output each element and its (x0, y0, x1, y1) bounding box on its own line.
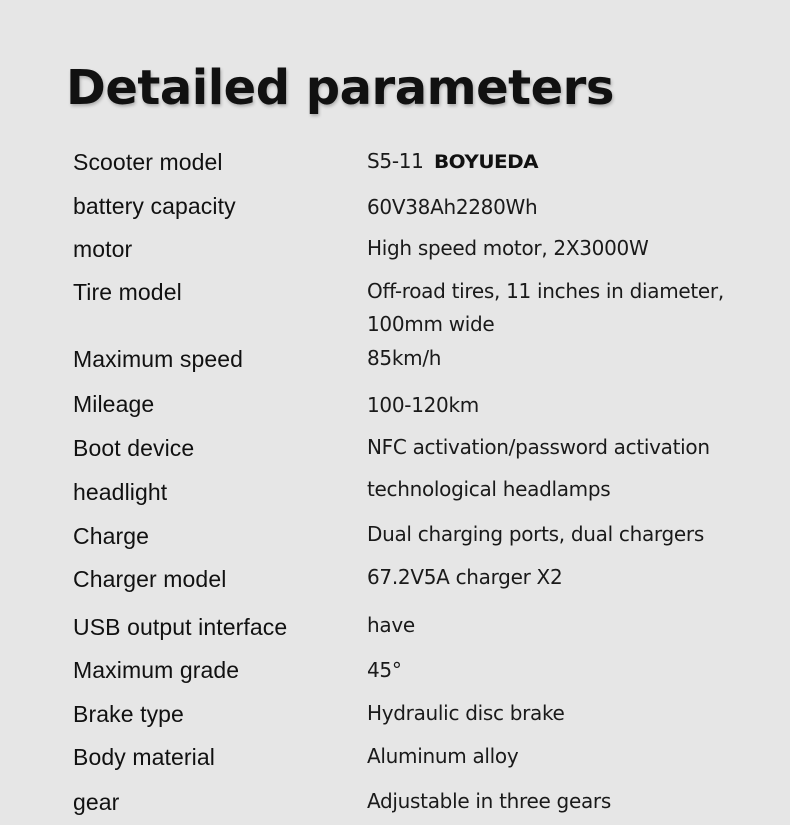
param-label-body-material: Body material (73, 744, 215, 770)
param-value-battery-capacity: 60V38Ah2280Wh (367, 195, 538, 219)
page-title: Detailed parameters (66, 60, 614, 116)
boyueda-logo: BOYUEDA (433, 151, 538, 173)
param-value-maximum-grade: 45° (367, 658, 402, 682)
param-label-tire-model: Tire model (73, 279, 182, 305)
param-label-mileage: Mileage (73, 391, 155, 417)
param-value-scooter-model (367, 145, 538, 179)
param-value-boot-device: NFC activation/password activation (367, 435, 710, 459)
param-value-headlight: technological headlamps (367, 477, 611, 501)
param-value-maximum-speed: 85km/h (367, 346, 442, 370)
param-label-maximum-speed: Maximum speed (73, 346, 244, 372)
param-value-tire-model: Off-road tires, 11 inches in diameter, (367, 279, 724, 303)
param-label-boot-device: Boot device (73, 435, 195, 461)
param-label-headlight: headlight (73, 479, 168, 505)
model-number: S5-11 (367, 149, 424, 173)
param-label-charger-model: Charger model (73, 566, 227, 592)
param-label-gear: gear (73, 789, 120, 815)
param-label-usb-output-interface: USB output interface (73, 614, 288, 640)
param-label-maximum-grade: Maximum grade (73, 657, 240, 683)
param-value-charge: Dual charging ports, dual chargers (367, 522, 704, 546)
param-value-mileage: 100-120km (367, 393, 479, 417)
param-label-brake-type: Brake type (73, 701, 184, 727)
param-label-battery-capacity: battery capacity (73, 193, 236, 219)
param-label-scooter-model: Scooter model (73, 149, 223, 175)
param-label-charge: Charge (73, 523, 150, 549)
param-value-gear: Adjustable in three gears (367, 789, 611, 813)
param-value-tire-model-line2: 100mm wide (367, 312, 495, 336)
param-label-motor: motor (73, 236, 133, 262)
param-value-usb-output-interface: have (367, 613, 415, 637)
param-value-body-material: Aluminum alloy (367, 744, 519, 768)
param-value-motor: High speed motor, 2X3000W (367, 236, 649, 260)
param-value-charger-model: 67.2V5A charger X2 (367, 565, 563, 589)
param-value-brake-type: Hydraulic disc brake (367, 701, 565, 725)
